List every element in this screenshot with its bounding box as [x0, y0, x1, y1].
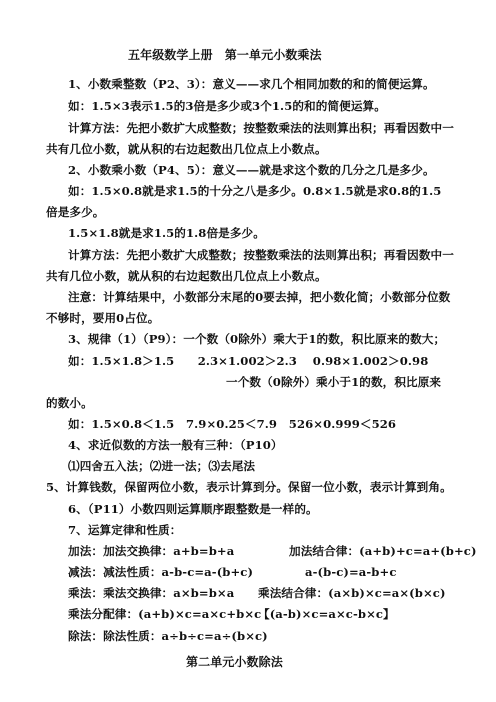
- section-heading: 第二单元小数除法: [186, 655, 283, 669]
- text-line: 如：1.5×0.8就是求1.5的十分之八是多少。0.8×1.5就是求0.8的1.5: [68, 184, 442, 198]
- text-line: 计算方法：先把小数扩大成整数；按整数乘法的法则算出积；再看因数中一: [68, 121, 454, 135]
- text-line: ⑴四舍五入法；⑵进一法；⑶去尾法: [68, 459, 256, 473]
- law-line: 减法：减法性质：a-b-c=a-(b+c): [68, 565, 254, 579]
- text-line: 2、小数乘小数（P4、5）：意义——就是求这个数的几分之几是多少。: [68, 163, 435, 177]
- text-line: 倍是多少。: [46, 205, 105, 219]
- text-line: 共有几位小数，就从积的右边起数出几位点上小数点。: [46, 142, 327, 156]
- page-title: 五年级数学上册 第一单元小数乘法: [128, 48, 322, 62]
- text-line: 的数小。: [46, 396, 93, 410]
- text-line: 如：1.5×1.8＞1.5 2.3×1.002＞2.3 0.98×1.002＞0.98: [68, 354, 429, 368]
- law-line: 乘法：乘法交换律：a×b=b×a: [68, 586, 235, 600]
- text-line: 6、（P11）小数四则运算顺序跟整数是一样的。: [68, 502, 318, 516]
- text-line: 共有几位小数，就从积的右边起数出几位点上小数点。: [46, 269, 327, 283]
- text-line: 一个数（0除外）乘小于1的数，积比原来: [226, 375, 442, 389]
- text-line: 5、计算钱数，保留两位小数，表示计算到分。保留一位小数，表示计算到角。: [46, 480, 452, 494]
- text-line: 1.5×1.8就是求1.5的1.8倍是多少。: [68, 226, 265, 240]
- law-line: 乘法结合律：(a×b)×c=a×(b×c): [258, 586, 446, 600]
- law-line: 加法：加法交换律：a+b=b+a: [68, 544, 235, 558]
- law-line: a-(b-c)=a-b+c: [305, 565, 397, 579]
- text-line: 如：1.5×3表示1.5的3倍是多少或3个1.5的和的简便运算。: [68, 99, 386, 113]
- text-line: 如：1.5×0.8＜1.5 7.9×0.25＜7.9 526×0.999＜526: [68, 417, 397, 431]
- text-line: 1、小数乘整数（P2、3）：意义——求几个相同加数的和的简便运算。: [68, 77, 435, 91]
- law-line: 【(a-b)×c=a×c-b×c】: [258, 607, 395, 621]
- text-line: 3、规律（1）（P9）：一个数（0除外）乘大于1的数，积比原来的数大；: [68, 332, 446, 346]
- text-line: 计算方法：先把小数扩大成整数；按整数乘法的法则算出积；再看因数中一: [68, 248, 454, 262]
- text-line: 7、运算定律和性质：: [68, 523, 182, 537]
- law-line: 加法结合律：(a+b)+c=a+(b+c): [289, 544, 477, 558]
- law-line: 乘法分配律：(a+b)×c=a×c+b×c: [68, 607, 262, 621]
- text-line: 注意：计算结果中，小数部分末尾的0要去掉，把小数化简；小数部分位数: [68, 290, 451, 304]
- text-line: 4、求近似数的方法一般有三种：（P10）: [68, 438, 283, 452]
- text-line: 不够时，要用0占位。: [46, 311, 160, 325]
- law-line: 除法：除法性质：a÷b÷c=a÷(b×c): [68, 629, 268, 643]
